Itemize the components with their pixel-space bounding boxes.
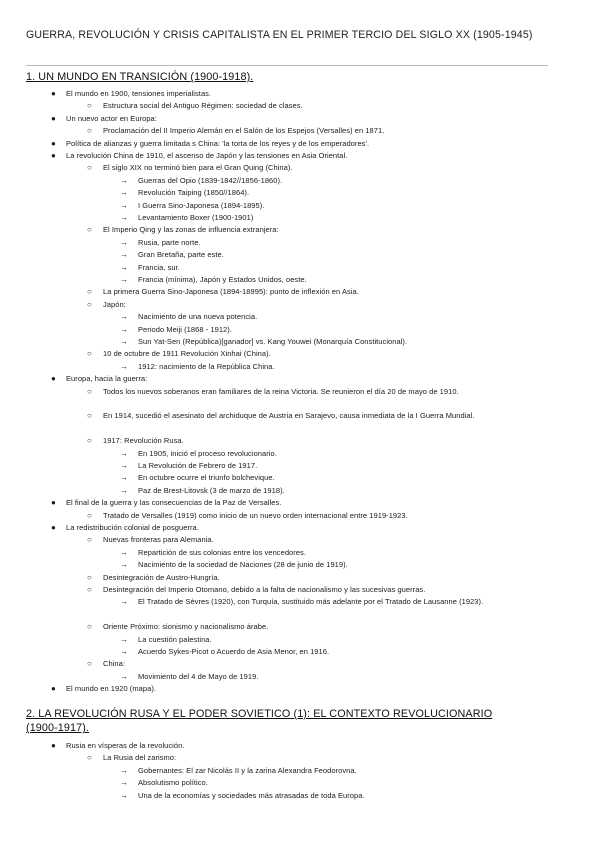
outline-item-level-3 <box>120 324 232 336</box>
arrow-right-icon: → <box>120 337 129 346</box>
outline-item-level-3 <box>120 460 258 472</box>
circle-bullet-icon: ○ <box>87 126 92 136</box>
outline-item-text: Acuerdo Sykes-Picot o Acuerdo de Asia Menor, en 1916. <box>138 647 330 656</box>
outline-item-text: Tratado de Versalles (1919) como inicio de un nuevo orden internacional entre 1919-1923. <box>103 510 408 520</box>
outline-item-text: Política de alianzas y guerra limitada s China: 'la torta de los reyes y de los emperadores'. <box>66 138 370 148</box>
outline-item-text: Una de la economías y sociedades más atrasadas de toda Europa. <box>138 790 365 800</box>
outline-item-text: Proclamación del II Imperio Alemán en el Salón de los Espejos (Versalles) en 1871. <box>103 126 385 136</box>
outline-item-level-2 <box>87 224 279 236</box>
outline-item-level-2 <box>87 658 125 670</box>
outline-item-text: Guerras del Opio (1839-1842//1856-1860). <box>138 175 283 185</box>
arrow-right-icon: → <box>120 324 129 334</box>
outline-item-level-2 <box>87 299 126 311</box>
outline-item-text: Un nuevo actor en Europa: <box>66 113 157 123</box>
arrow-right-icon: → <box>120 188 129 198</box>
outline-item-text: Rusia en vísperas de la revolución. <box>66 741 185 750</box>
outline-item-text: Estructura social del Antiguo Régimen: sociedad de clases. <box>103 101 303 111</box>
outline-item-level-3 <box>120 646 330 658</box>
outline-item-level-3 <box>120 175 283 187</box>
circle-bullet-icon: ○ <box>87 572 92 582</box>
circle-bullet-icon: ○ <box>87 659 92 669</box>
outline-item-level-3 <box>120 547 306 559</box>
outline-item-level-2 <box>87 100 303 112</box>
outline-item-text: Gran Bretaña, parte este. <box>138 250 224 260</box>
outline-item-level-1 <box>51 683 157 695</box>
outline-item-level-1 <box>51 740 185 752</box>
outline-item-text: Sun Yat-Sen (República)[ganador] vs. Kang Youwei (Monarquía Constitucional). <box>138 337 408 346</box>
outline-item-text: Periodo Meiji (1868 - 1912). <box>138 324 232 334</box>
outline-item-text: 10 de octubre de 1911 Revolución Xinhai (China). <box>103 349 271 359</box>
outline-item-level-3 <box>120 671 259 683</box>
outline-item-level-2 <box>87 162 293 174</box>
outline-item-text: El Imperio Qing y las zonas de influencia extranjera: <box>103 225 279 235</box>
outline-item-text: Desintegración de Austro-Hungría. <box>103 572 220 582</box>
outline-item-text: El siglo XIX no terminó bien para el Gran Quing (China). <box>103 163 293 173</box>
arrow-right-icon: → <box>120 634 129 644</box>
outline-item-text: La revolución China de 1910, el ascenso de Japón y las tensiones en Asia Oriental. <box>66 151 348 160</box>
circle-bullet-icon: ○ <box>87 585 92 594</box>
outline-item-text: En octubre ocurre el triunfo bolchevique. <box>138 473 275 483</box>
outline-item-text: Absolutismo político. <box>138 778 208 788</box>
outline-item-level-3 <box>120 634 212 646</box>
outline-item-text: Movimiento del 4 de Mayo de 1919. <box>138 671 259 681</box>
outline-item-text: Gobernantes: El zar Nicolás II y la zarina Alexandra Feodorovna. <box>138 765 357 775</box>
outline-item-level-3 <box>120 472 275 484</box>
arrow-right-icon: → <box>120 647 129 656</box>
outline-item-level-3 <box>120 274 307 286</box>
circle-bullet-icon: ○ <box>87 386 92 396</box>
circle-bullet-icon: ○ <box>87 287 92 297</box>
outline-item-level-1 <box>51 373 148 385</box>
title-divider <box>26 65 548 66</box>
arrow-right-icon: → <box>120 597 129 607</box>
circle-bullet-icon: ○ <box>87 225 92 235</box>
arrow-right-icon: → <box>120 448 129 458</box>
arrow-right-icon: → <box>120 213 129 222</box>
outline-item-level-1 <box>51 88 212 100</box>
outline-item-text: La cuestión palestina. <box>138 634 212 644</box>
outline-item-level-3 <box>120 237 201 249</box>
outline-item-level-2 <box>87 286 359 298</box>
outline-item-text: El mundo en 1900, tensiones imperialistas. <box>66 89 212 98</box>
outline-item-text: Nacimiento de una nueva potencia. <box>138 312 258 322</box>
outline-item-level-3 <box>120 361 275 373</box>
outline-item-level-2 <box>87 534 214 546</box>
circle-bullet-icon: ○ <box>87 101 92 111</box>
circle-bullet-icon: ○ <box>87 299 92 309</box>
outline-item-level-2 <box>87 386 548 398</box>
outline-item-level-3 <box>120 765 357 777</box>
arrow-right-icon: → <box>120 250 129 260</box>
bullet-icon: ● <box>51 89 56 98</box>
circle-bullet-icon: ○ <box>87 622 92 632</box>
outline-item-level-2 <box>87 435 184 447</box>
circle-bullet-icon: ○ <box>87 436 92 446</box>
outline-item-level-3 <box>120 200 265 212</box>
bullet-icon: ● <box>51 113 56 123</box>
arrow-right-icon: → <box>120 175 129 185</box>
outline-item-level-3 <box>120 559 348 571</box>
outline-item-text: La redistribución colonial de posguerra. <box>66 523 199 532</box>
outline-item-level-2 <box>87 621 269 633</box>
outline-item-level-2 <box>87 584 426 596</box>
arrow-right-icon: → <box>120 275 129 284</box>
arrow-right-icon: → <box>120 237 129 247</box>
outline-item-level-3 <box>120 187 250 199</box>
outline-item-level-3 <box>120 311 258 323</box>
arrow-right-icon: → <box>120 671 129 681</box>
bullet-icon: ● <box>51 741 56 750</box>
bullet-icon: ● <box>51 684 56 694</box>
outline-item-text: La Rusia del zarismo: <box>103 753 177 763</box>
outline-item-level-3 <box>120 485 285 497</box>
circle-bullet-icon: ○ <box>87 349 92 359</box>
outline-item-level-3 <box>120 777 208 789</box>
outline-item-level-3 <box>120 262 180 274</box>
arrow-right-icon: → <box>120 361 129 371</box>
arrow-right-icon: → <box>120 200 129 210</box>
circle-bullet-icon: ○ <box>87 535 92 545</box>
outline-item-text: Levantamiento Boxer (1900-1901) <box>138 213 254 222</box>
outline-item-text: Paz de Brest-Litovsk (3 de marzo de 1918). <box>138 485 285 495</box>
outline-item-text: Todos los nuevos soberanos eran familiares de la reina Victoria. Se reunieron el día 20 de mayo de 1910. <box>103 386 459 396</box>
outline-item-text: Francia, sur. <box>138 262 180 272</box>
outline-item-text: El Tratado de Sèvres (1920), con Turquía, sustituido más adelante por el Tratado de Lausanne (1923). <box>138 597 484 607</box>
arrow-right-icon: → <box>120 765 129 775</box>
circle-bullet-icon: ○ <box>87 163 92 173</box>
outline-item-level-1 <box>51 113 157 125</box>
outline-item-text: Nuevas fronteras para Alemania. <box>103 535 214 545</box>
outline-item-level-2 <box>87 125 385 137</box>
outline-item-text: Oriente Próximo: sionismo y nacionalismo árabe. <box>103 622 269 632</box>
outline-item-level-2 <box>87 348 271 360</box>
arrow-right-icon: → <box>120 560 129 570</box>
outline-item-text: 1917: Revolución Rusa. <box>103 436 184 446</box>
outline-item-level-3 <box>120 212 254 224</box>
outline-item-level-3 <box>120 336 408 348</box>
outline-item-text: Francia (mínima), Japón y Estados Unidos, oeste. <box>138 275 307 284</box>
outline-item-level-3 <box>120 249 224 261</box>
section-2-heading: 2. LA REVOLUCIÓN RUSA Y EL PODER SOVIETICO (1): EL CONTEXTO REVOLUCIONARIO (1900-1917). <box>26 708 493 735</box>
outline-item-text: El final de la guerra y las consecuencias de la Paz de Versalles. <box>66 498 282 508</box>
outline-item-level-1 <box>51 497 282 509</box>
bullet-icon: ● <box>51 523 56 532</box>
outline-item-level-3 <box>120 790 365 802</box>
outline-item-level-2 <box>87 752 177 764</box>
arrow-right-icon: → <box>120 262 129 272</box>
outline-item-text: El mundo en 1920 (mapa). <box>66 684 157 694</box>
outline-item-text: En 1914, sucedió el asesinato del archiduque de Austria en Sarajevo, causa inmediata de la I Guerra Mundial. <box>103 411 475 421</box>
circle-bullet-icon: ○ <box>87 510 92 520</box>
outline-item-text: Europa, hacia la guerra: <box>66 374 148 384</box>
outline-item-level-2 <box>87 410 548 422</box>
outline-item-level-3 <box>120 596 548 608</box>
circle-bullet-icon: ○ <box>87 411 92 421</box>
outline-item-level-3 <box>120 448 277 460</box>
outline-item-level-1 <box>51 150 348 162</box>
outline-item-level-2 <box>87 510 408 522</box>
outline-item-text: 1912: nacimiento de la República China. <box>138 361 275 371</box>
arrow-right-icon: → <box>120 790 129 800</box>
outline-item-level-1 <box>51 522 199 534</box>
outline-item-text: En 1905, inició el proceso revolucionario. <box>138 448 277 458</box>
outline-item-text: Japón: <box>103 299 126 309</box>
bullet-icon: ● <box>51 374 56 384</box>
circle-bullet-icon: ○ <box>87 753 92 763</box>
outline-item-text: La primera Guerra Sino-Japonesa (1894-18995): punto de inflexión en Asia. <box>103 287 359 297</box>
arrow-right-icon: → <box>120 473 129 483</box>
bullet-icon: ● <box>51 498 56 508</box>
outline-item-text: China: <box>103 659 125 669</box>
arrow-right-icon: → <box>120 485 129 495</box>
outline-item-text: Desintegración del Imperio Otomano, debido a la falta de nacionalismo y las sucesivas guerras. <box>103 585 426 594</box>
outline-item-text: Revolución Taiping (1850//1864). <box>138 188 250 198</box>
outline-item-level-1 <box>51 138 370 150</box>
section-1-heading: 1. UN MUNDO EN TRANSICIÓN (1900-1918). <box>26 71 254 83</box>
arrow-right-icon: → <box>120 547 129 557</box>
outline-item-text: Rusia, parte norte. <box>138 237 201 247</box>
arrow-right-icon: → <box>120 312 129 322</box>
outline-item-text: Repartición de sus colonias entre los vencedores. <box>138 547 306 557</box>
bullet-icon: ● <box>51 151 56 160</box>
outline-item-text: La Revolución de Febrero de 1917. <box>138 461 258 470</box>
arrow-right-icon: → <box>120 778 129 788</box>
document-title: GUERRA, REVOLUCIÓN Y CRISIS CAPITALISTA EN EL PRIMER TERCIO DEL SIGLO XX (1905-1945) <box>26 29 533 41</box>
outline-item-text: Nacimiento de la sociedad de Naciones (28 de junio de 1919). <box>138 560 348 570</box>
outline-item-text: I Guerra Sino-Japonesa (1894-1895). <box>138 200 265 210</box>
bullet-icon: ● <box>51 138 56 148</box>
arrow-right-icon: → <box>120 461 129 470</box>
outline-item-level-2 <box>87 572 220 584</box>
